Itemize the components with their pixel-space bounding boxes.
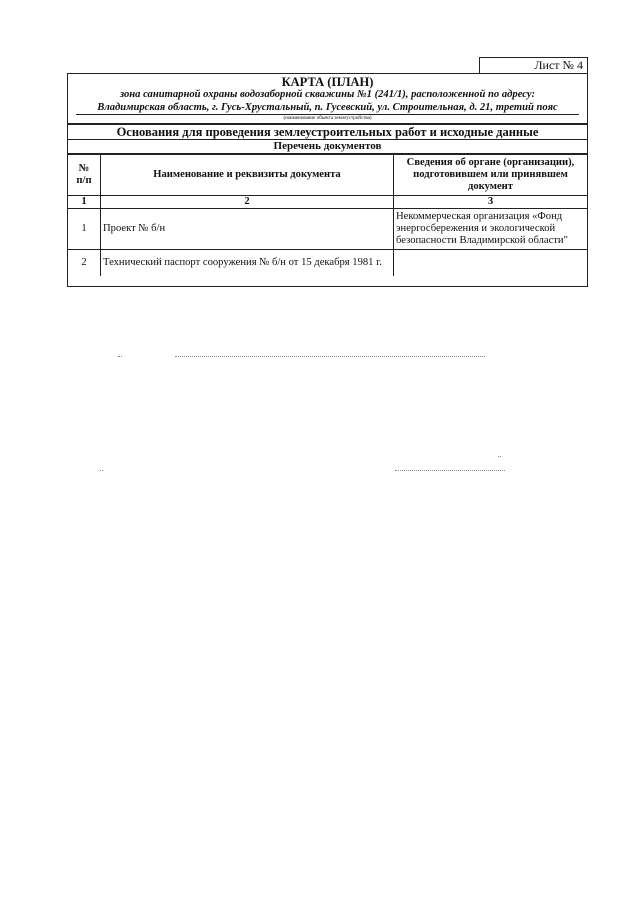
documents-title: Перечень документов xyxy=(68,140,587,154)
document-frame xyxy=(67,73,588,287)
row-name: Технический паспорт сооружения № б/н от 15 декабря 1981 г. xyxy=(101,250,394,277)
header-num: № п/п xyxy=(68,155,101,196)
documents-table xyxy=(68,154,587,276)
sheet-number-label: Лист № 4 xyxy=(534,58,583,72)
column-number: 2 xyxy=(101,196,394,209)
table-header-row xyxy=(68,155,587,196)
table-row xyxy=(68,209,587,250)
scan-artifact xyxy=(498,456,501,458)
document-title: КАРТА (ПЛАН) xyxy=(281,75,374,89)
table-row xyxy=(68,250,587,277)
document-subtitle-line2: Владимирская область, г. Гусь-Хрустальный, п. Гусевский, ул. Строительная, д. 21, третий пояс xyxy=(97,101,558,113)
scan-artifact xyxy=(175,356,485,358)
scan-artifact xyxy=(395,470,505,472)
sheet-number-box xyxy=(479,57,588,74)
header-org: Сведения об органе (организации), подготовившем или принявшем документ xyxy=(394,155,588,196)
column-number: 3 xyxy=(394,196,588,209)
row-num: 2 xyxy=(68,250,101,277)
row-org xyxy=(394,250,588,277)
section-title: Основания для проведения землеустроительных работ и исходные данные xyxy=(68,124,587,140)
object-caption: (наименование объекта землеустройства) xyxy=(76,114,579,122)
scan-artifact xyxy=(100,470,103,472)
row-name: Проект № б/н xyxy=(101,209,394,250)
document-subtitle-line1: зона санитарной охраны водозаборной скважины №1 (241/1), расположенной по адресу: xyxy=(120,89,535,100)
column-number-row xyxy=(68,196,587,209)
header-name: Наименование и реквизиты документа xyxy=(101,155,394,196)
row-num: 1 xyxy=(68,209,101,250)
column-number: 1 xyxy=(68,196,101,209)
scan-artifact xyxy=(118,356,122,358)
row-org: Некоммерческая организация «Фонд энергосбережения и экологической безопасности Владимирской области" xyxy=(394,209,588,250)
